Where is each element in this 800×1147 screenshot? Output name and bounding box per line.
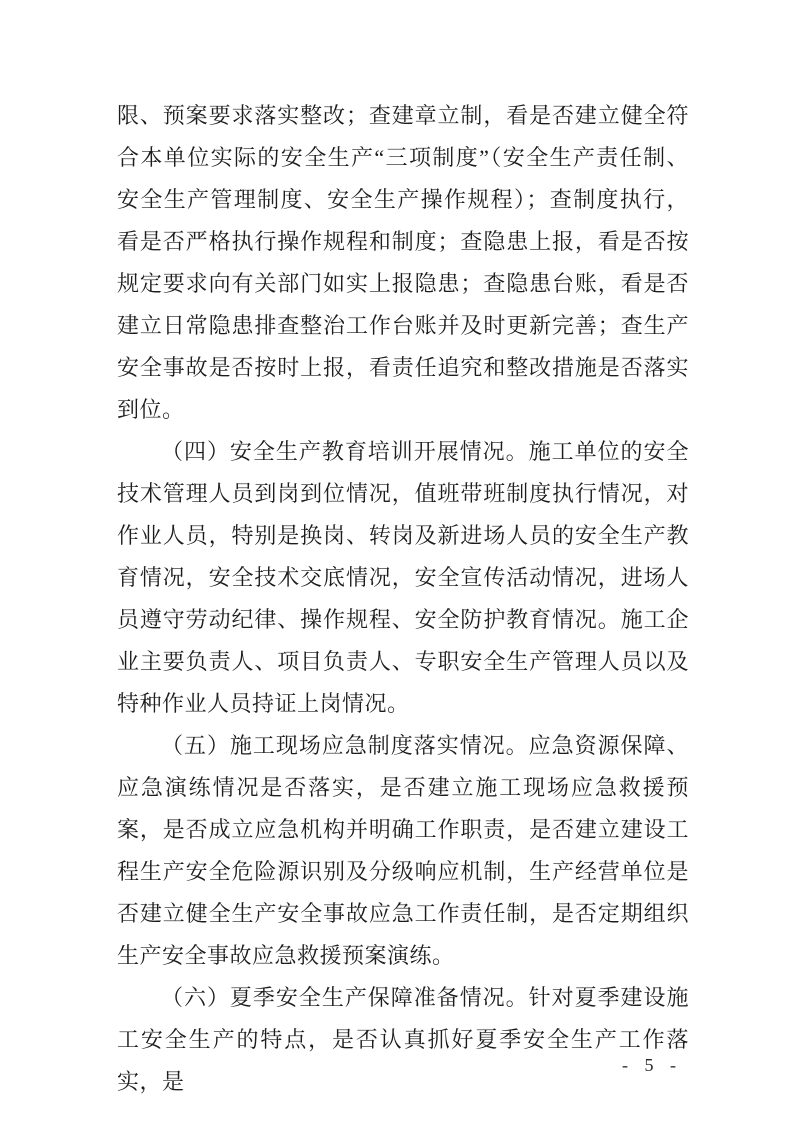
page-number: - 5 -	[622, 1055, 682, 1075]
body-paragraph-item-5: （五）施工现场应急制度落实情况。应急资源保障、应急演练情况是否落实，是否建立施工现场应急救援预案，是否成立应急机构并明确工作职责，是否建立建设工程生产安全危险源识别及分级响应机制，生产经营单位是否建立健全生产安全事故应急工作责任制，是否定期组织生产安全事故应急救援预案演练。	[117, 733, 689, 968]
document-body-text	[117, 95, 689, 1103]
body-paragraph-item-4: （四）安全生产教育培训开展情况。施工单位的安全技术管理人员到岗到位情况，值班带班制度执行情况，对作业人员，特别是换岗、转岗及新进场人员的安全生产教育情况，安全技术交底情况，安全宣传活动情况，进场人员遵守劳动纪律、操作规程、安全防护教育情况。施工企业主要负责人、项目负责人、专职安全生产管理人员以及特种作业人员持证上岗情况。	[117, 439, 689, 716]
body-paragraph-item-6: （六）夏季安全生产保障准备情况。针对夏季建设施工安全生产的特点，是否认真抓好夏季安全生产工作落实，是	[117, 985, 689, 1094]
body-paragraph-continuation: 限、预案要求落实整改；查建章立制，看是否建立健全符合本单位实际的安全生产“三项制度”（安全生产责任制、安全生产管理制度、安全生产操作规程）；查制度执行，看是否严格执行操作规程和制度；查隐患上报，看是否按规定要求向有关部门如实上报隐患；查隐患台账，看是否建立日常隐患排查整治工作台账并及时更新完善；查生产安全事故是否按时上报，看责任追究和整改措施是否落实到位。	[117, 103, 689, 422]
